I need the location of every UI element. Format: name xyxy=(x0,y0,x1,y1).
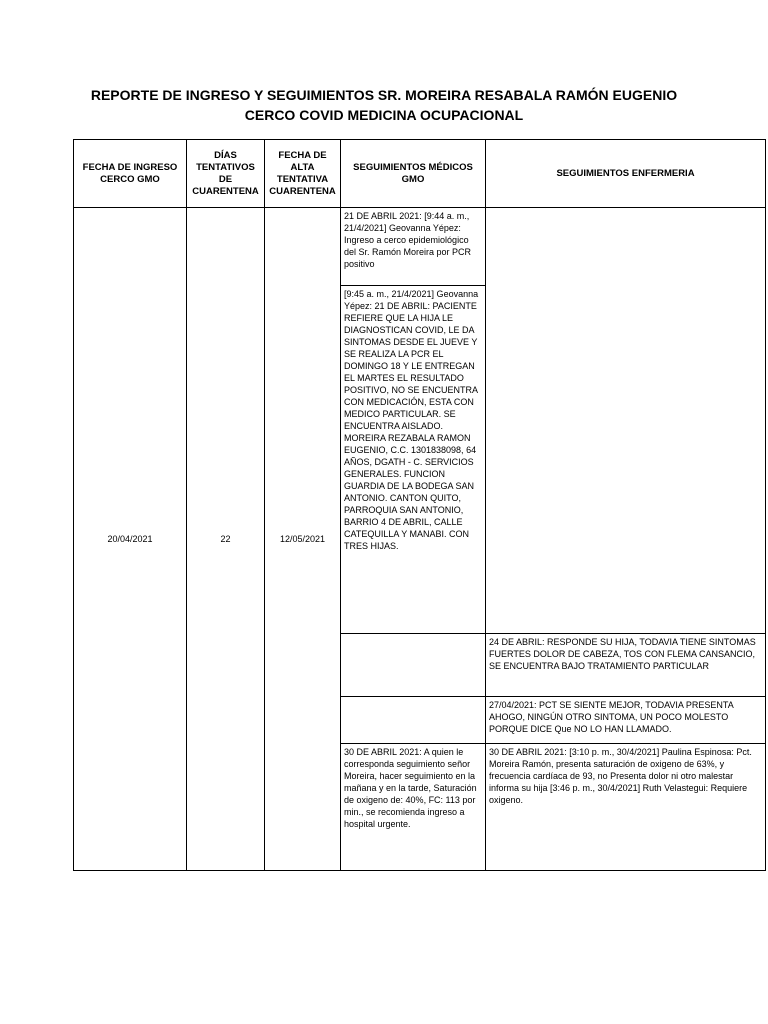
report-title-line-1: REPORTE DE INGRESO Y SEGUIMIENTOS SR. MOREIRA RESABALA RAMÓN EUGENIO xyxy=(90,87,678,103)
enfermeria-entry-empty xyxy=(486,208,766,634)
dias-value: 22 xyxy=(187,208,265,871)
header-fecha-alta: FECHA DE ALTA TENTATIVA CUARENTENA xyxy=(265,140,341,208)
header-dias-cuarentena: DÍAS TENTATIVOS DE CUARENTENA xyxy=(187,140,265,208)
fecha-alta-value: 12/05/2021 xyxy=(265,208,341,871)
header-row xyxy=(74,140,766,208)
enfermeria-entry-2: 27/04/2021: PCT SE SIENTE MEJOR, TODAVIA PRESENTA AHOGO, NINGÚN OTRO SINTOMA, UN POCO MOLESTO PORQUE DICE Que NO LO HAN LLAMADO. xyxy=(486,697,766,744)
medico-entry-4 xyxy=(341,697,486,744)
report-title-line-2: CERCO COVID MEDICINA OCUPACIONAL xyxy=(244,107,524,123)
header-seguimientos-medicos: SEGUIMIENTOS MÉDICOS GMO xyxy=(341,140,486,208)
enfermeria-entry-1: 24 DE ABRIL: RESPONDE SU HIJA, TODAVIA TIENE SINTOMAS FUERTES DOLOR DE CABEZA, TOS CON FLEMA CANSANCIO, SE ENCUENTRA BAJO TRATAMIENTO PARTICULAR xyxy=(486,634,766,697)
enfermeria-entry-3: 30 DE ABRIL 2021: [3:10 p. m., 30/4/2021] Paulina Espinosa: Pct. Moreira Ramón, presenta saturación de oxigeno de 63%, y frecuencia cardíaca de 93, no Presenta dolor ni otro malestar informa su hija [3:46 p. m., 30/4/2021] Ruth Velastegui: Requiere oxigeno. xyxy=(486,744,766,871)
fecha-ingreso-value: 20/04/2021 xyxy=(74,208,187,871)
medico-entry-2: [9:45 a. m., 21/4/2021] Geovanna Yépez: 21 DE ABRIL: PACIENTE REFIERE QUE LA HIJA LE DIAGNOSTICAN COVID, LE DA SINTOMAS DESDE EL JUEVE Y SE REALIZA LA PCR EL DOMINGO 18 Y LE ENTREGAN EL MARTES EL RESULTADO POSITIVO, NO SE ENCUENTRA CON MEDICACIÓN, ESTA CON MEDICO PARTICULAR. SE ENCUENTRA AISLADO. MOREIRA REZABALA RAMON EUGENIO, C.C. 1301838098, 64 AÑOS, DGATH - C. SERVICIOS GENERALES. FUNCION GUARDIA DE LA BODEGA SAN ANTONIO. CANTON QUITO, PARROQUIA SAN ANTONIO, BARRIO 4 DE ABRIL, CALLE CATEQUILLA Y MANABI. CON TRES HIJAS. xyxy=(341,286,486,634)
header-fecha-ingreso: FECHA DE INGRESO CERCO GMO xyxy=(74,140,187,208)
follow-up-table xyxy=(73,139,766,871)
table-row xyxy=(74,208,766,286)
header-seguimientos-enfermeria: SEGUIMIENTOS ENFERMERIA xyxy=(486,140,766,208)
medico-entry-1: 21 DE ABRIL 2021: [9:44 a. m., 21/4/2021] Geovanna Yépez: Ingreso a cerco epidemiológico del Sr. Ramón Moreira por PCR positivo xyxy=(341,208,486,286)
medico-entry-3 xyxy=(341,634,486,697)
medico-entry-5: 30 DE ABRIL 2021: A quien le corresponda seguimiento señor Moreira, hacer seguimiento en la mañana y en la tarde, Saturación de oxigeno de: 40%, FC: 113 por min., se recomienda ingreso a hospital urgente. xyxy=(341,744,486,871)
